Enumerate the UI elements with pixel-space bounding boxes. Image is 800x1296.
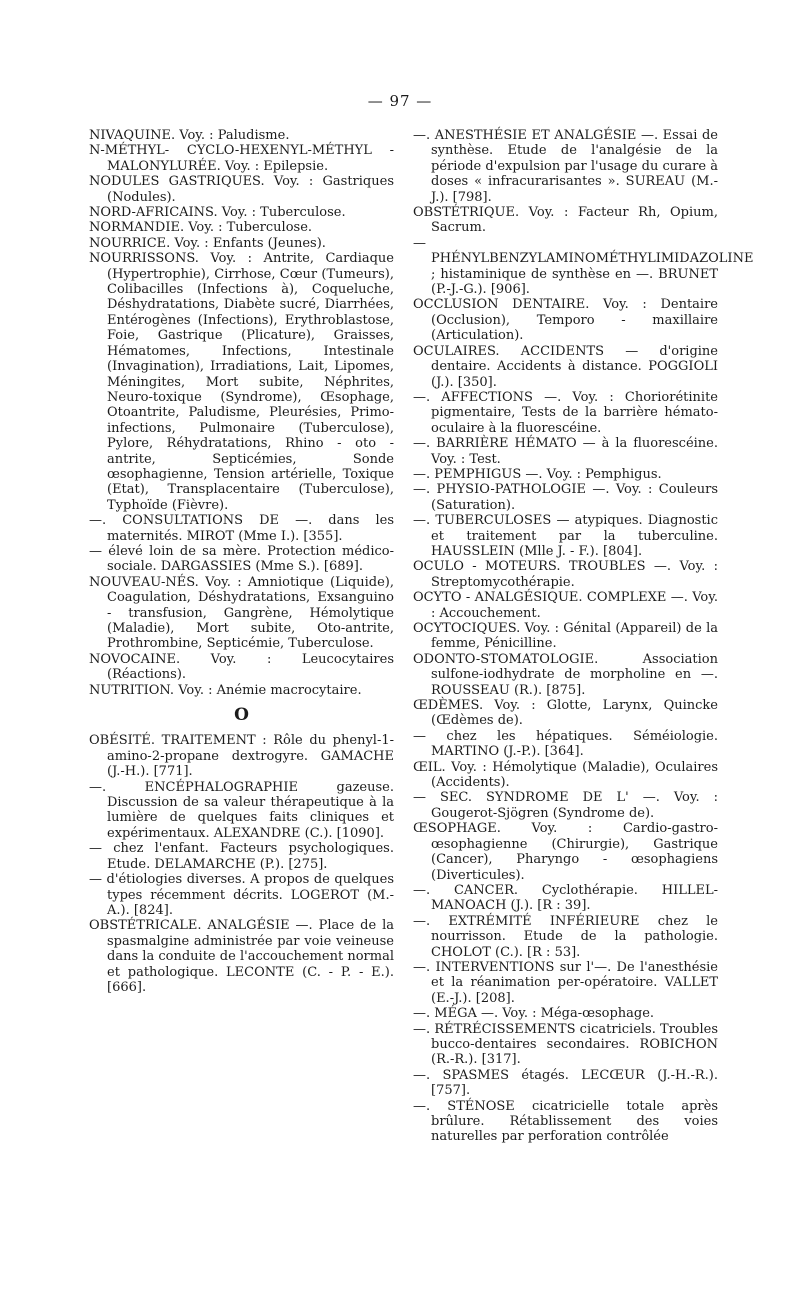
index-entry: OCYTO - ANALGÉSIQUE. COMPLEXE —. Voy. : Accouchement. [413,590,718,621]
right-column [413,128,754,1145]
section-letter: O [234,705,249,726]
index-entry: ŒSOPHAGE. Voy. : Cardio-gastro-œsophagienne (Chirurgie), Gastrique (Cancer), Pharyngo - œsophagiens (Diverticules). [413,821,718,883]
index-entry: —. RÉTRÉCISSEMENTS cicatriciels. Troubles bucco-dentaires secondaires. ROBICHON (R.-R.). [317]. [413,1021,718,1068]
index-entry: —. EXTRÉMITÉ INFÉRIEURE chez le nourrisson. Etude de la pathologie. CHOLOT (C.). [R : 53]. [413,913,718,960]
index-entry: NIVAQUINE. Voy. : Paludisme. [89,128,290,143]
index-entry: —. ENCÉPHALOGRAPHIE gazeuse. Discussion de sa valeur thérapeutique à la lumière de quelques faits cliniques et expérimentaux. ALEXANDRE (C.). [1090]. [89,779,394,841]
left-column [89,128,394,995]
index-entry: OCYTOCIQUES. Voy. : Génital (Appareil) de la femme, Pénicilline. [413,621,718,652]
index-entry: OBÉSITÉ. TRAITEMENT : Rôle du phenyl-1-amino-2-propane dextrogyre. GAMACHE (J.-H.). [771]. [89,733,394,780]
index-entry: —. AFFECTIONS —. Voy. : Choriorétinite pigmentaire, Tests de la barrière hémato-oculaire à la fluorescéine. [413,389,718,436]
index-entry: ODONTO-STOMATOLOGIE. Association sulfone-iodhydrate de morpholine en —. ROUSSEAU (R.). [875]. [413,651,718,698]
index-entry: —. BARRIÈRE HÉMATO — à la fluorescéine. Voy. : Test. [413,436,718,467]
index-entry: —. ANESTHÉSIE ET ANALGÉSIE —. Essai de synthèse. Etude de l'analgésie de la période d'expulsion par l'usage du curare à doses « infracurarisantes ». SUREAU (M.-J.). [798]. [413,128,718,205]
page-number: — 97 — [367,92,433,110]
index-entry: ŒIL. Voy. : Hémolytique (Maladie), Oculaires (Accidents). [413,759,718,791]
index-entry: ŒDÈMES. Voy. : Glotte, Larynx, Quincke (Œdèmes de). [413,698,718,729]
index-entry: —. MÉGA —. Voy. : Méga-œsophage. [413,1006,655,1022]
index-entry: NOURRICE. Voy. : Enfants (Jeunes). [89,235,326,251]
index-entry: NODULES GASTRIQUES. Voy. : Gastriques (Nodules). [89,174,394,205]
index-entry: —. SPASMES étagés. LECŒUR (J.-H.-R.). [757]. [413,1067,718,1099]
index-entry: NOURRISSONS. Voy. : Antrite, Cardiaque (Hypertrophie), Cirrhose, Cœur (Tumeurs), Colibacilles (Infections à), Coqueluche, Déshydratations, Diabète sucré, Diarrhées, Entérogènes (Infections), Erythroblastose, Foie, Gastrique (Plicature), Graisses, Hématomes, Infections, Intestinale (Invagination), Irradiations, Lait, Lipomes, Méningites, Mort subite, Néphrites, Neuro-toxique (Syndrome), Œsophage, Otoantrite, Paludisme, Pleurésies, Primo-infections, Pulmonaire (Tuberculose), Pylore, Réhydratations, Rhino - oto - antrite, Septicémies, Sonde œsophagienne, Tension artérielle, Toxique (Etat), Transplacentaire (Tuberculose), Typhoïde (Fièvre). [89,251,394,513]
index-entry: — d'étiologies diverses. A propos de quelques types récemment décrits. LOGEROT (M.-A.). [824]. [89,872,394,918]
index-entry: OCCLUSION DENTAIRE. Voy. : Dentaire (Occlusion), Temporo - maxillaire (Articulation). [413,297,718,344]
index-entry: NOVOCAINE. Voy. : Leucocytaires (Réactions). [89,651,394,683]
index-entry: OBSTÉTRICALE. ANALGÉSIE —. Place de la spasmalgine administrée par voie veineuse dans la conduite de l'accouchement normal et pathologique. LECONTE (C. - P. - E.). [666]. [89,918,394,995]
index-entry: —. INTERVENTIONS sur l'—. De l'anesthésie et la réanimation per-opératoire. VALLET (E.-J.). [208]. [413,959,718,1006]
index-entry: —. PEMPHIGUS —. Voy. : Pemphigus. [413,466,662,482]
index-entry: —. TUBERCULOSES — atypiques. Diagnostic et traitement par la tuberculine. HAUSSLEIN (Mlle J. - F.). [804]. [413,513,718,559]
index-entry: — élevé loin de sa mère. Protection médico-sociale. DARGASSIES (Mme S.). [689]. [89,543,394,575]
index-entry: NUTRITION. Voy. : Anémie macrocytaire. [89,682,362,698]
index-entry: NORD-AFRICAINS. Voy. : Tuberculose. [89,205,346,221]
index-entry: OCULO - MOTEURS. TROUBLES —. Voy. : Streptomycothérapie. [413,559,718,590]
index-entry: N-MÉTHYL- CYCLO-HEXENYL-MÉTHYL - MALONYLURÉE. Voy. : Epilepsie. [89,143,394,174]
index-entry: —. STÉNOSE cicatricielle totale après brûlure. Rétablissement des voies naturelles par perforation contrôlée [413,1098,718,1145]
index-entry: — chez l'enfant. Facteurs psychologiques. Etude. DELAMARCHE (P.). [275]. [89,841,394,872]
index-entry: — chez les hépatiques. Séméiologie. MARTINO (J.-P.). [364]. [413,728,718,760]
index-entry: OBSTÉTRIQUE. Voy. : Facteur Rh, Opium, Sacrum. [413,205,718,236]
index-entry: —. CANCER. Cyclothérapie. HILLEL-MANOACH (J.). [R : 39]. [413,882,718,914]
index-entry: — PHÉNYLBENZYLAMINOMÉTHYLIMIDAZOLINE ; histaminique de synthèse en —. BRUNET (P.-J.-G.). [906]. [413,235,754,298]
index-entry: —. CONSULTATIONS DE —. dans les maternités. MIROT (Mme I.). [355]. [89,513,394,544]
index-entry: NORMANDIE. Voy. : Tuberculose. [89,220,313,236]
index-entry: NOUVEAU-NÉS. Voy. : Amniotique (Liquide), Coagulation, Déshydratations, Exsanguino - transfusion, Gangrène, Hémolytique (Maladie), Mort subite, Oto-antrite, Prothrombine, Septicémie, Tuberculose. [89,574,394,652]
index-entry: OCULAIRES. ACCIDENTS — d'origine dentaire. Accidents à distance. POGGIOLI (J.). [350]. [413,343,718,390]
index-entry: —. PHYSIO-PATHOLOGIE —. Voy. : Couleurs (Saturation). [413,482,718,513]
index-entry: — SEC. SYNDROME DE L' —. Voy. : Gougerot-Sjögren (Syndrome de). [413,790,718,821]
